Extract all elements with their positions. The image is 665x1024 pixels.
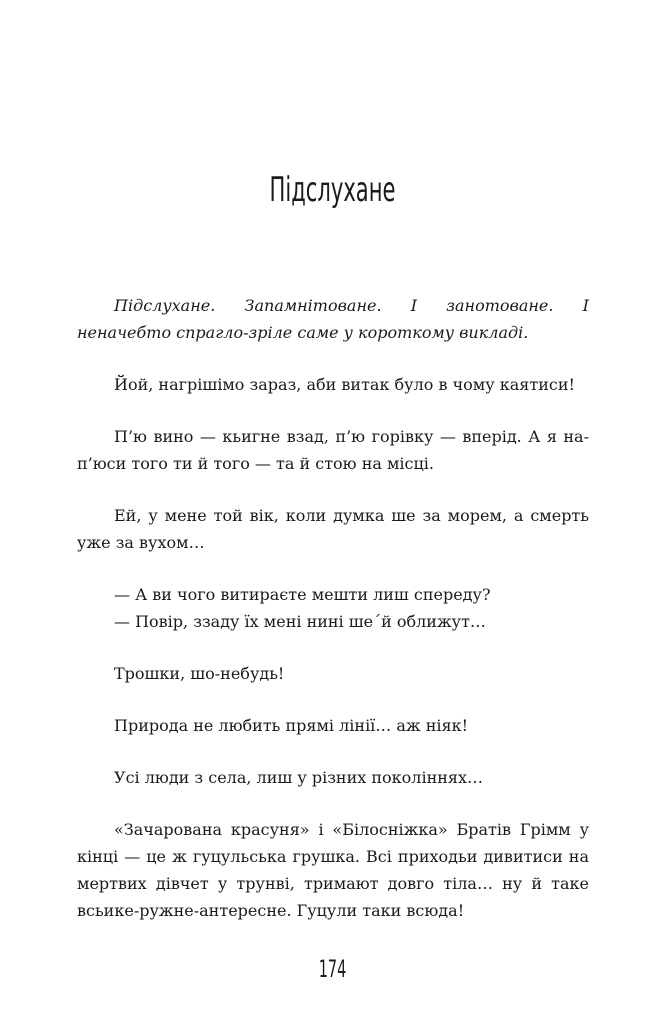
chapter-body — [77, 292, 589, 949]
paragraph: Трошки, шо-небудь! — [114, 664, 285, 683]
paragraph: Усі люди з села, лиш у різних поколіннях… — [114, 768, 484, 787]
paragraph: «Зачарована красуня» і «Білосніжка» Братів Грімм у кінці — це ж гуцульська грушка. Всі приходьи дивитиси на мертвих дівчет у трунві, тримают довго тіла… ну й таке всьике-ружне-антересне. Гуцули таки всюда! — [77, 820, 589, 920]
paragraph: П’ю вино — кьигне взад, п’ю горівку — вперід. А я нап’юси того ти й того — та й стою на місці. — [77, 427, 589, 473]
chapter-title: Підслухане — [269, 170, 396, 210]
paragraph: Природа не любить прямі лінії… аж ніяк! — [114, 716, 469, 735]
dialog-block — [77, 581, 589, 635]
dialog-line: — А ви чого витираєте мешти лиш спереду? — [114, 585, 491, 604]
paragraph: Йой, нагрішімо зараз, аби витак було в чому каятиси! — [114, 375, 575, 394]
page-number: 174 — [318, 955, 347, 983]
intro-paragraph: Підслухане. Запамнітоване. І занотоване. І неначебто спрагло-зріле саме у короткому викладі. — [77, 296, 589, 342]
dialog-line: — Повір, ззаду їх мені нині шеˊй оближут… — [114, 612, 486, 631]
paragraph: Ей, у мене той вік, коли думка ше за морем, а смерть уже за вухом… — [77, 506, 589, 552]
